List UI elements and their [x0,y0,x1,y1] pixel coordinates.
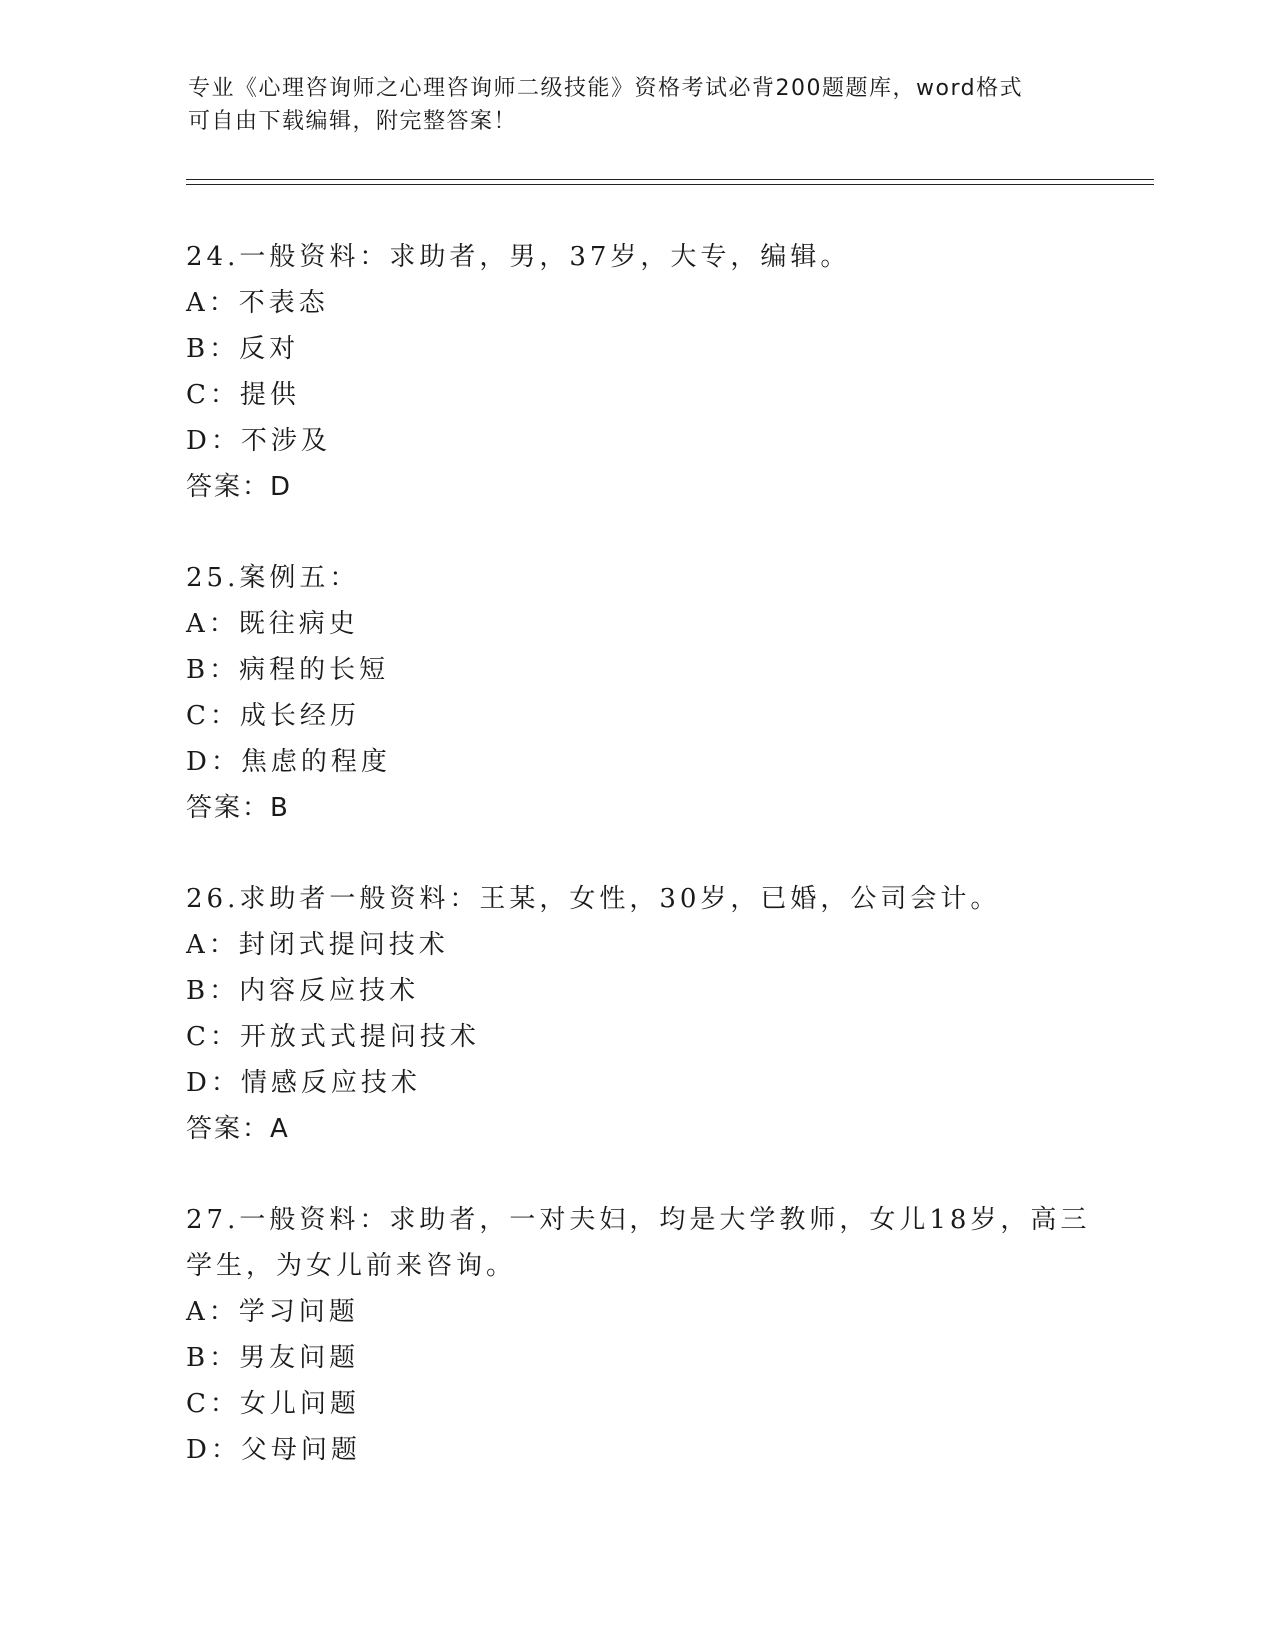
question-stem: 24.一般资料：求助者，男，37岁，大专，编辑。 [186,242,851,272]
answer-label: 答案：A [186,1114,290,1144]
question-25 [186,555,1086,831]
question-stem-line-2: 学生，为女儿前来咨询。 [186,1251,517,1281]
option-c: C：女儿问题 [186,1389,360,1419]
option-a: A：学习问题 [186,1297,359,1327]
question-26 [186,876,1086,1152]
answer-label: 答案：D [186,472,293,502]
option-d: D：父母问题 [186,1435,361,1465]
header-rule-bottom [186,184,1154,185]
option-d: D：情感反应技术 [186,1068,421,1098]
header-line-2: 可自由下载编辑，附完整答案！ [188,109,518,134]
header-line-1: 专业《心理咨询师之心理咨询师二级技能》资格考试必背200题题库，word格式 [188,76,1024,101]
option-b: B：内容反应技术 [186,976,420,1006]
document-header [188,72,1068,138]
option-d: D：焦虑的程度 [186,747,391,777]
option-a: A：不表态 [186,288,329,318]
question-24 [186,234,1086,510]
question-stem: 25.案例五： [186,563,360,593]
option-c: C：提供 [186,380,300,410]
option-c: C：成长经历 [186,701,360,731]
header-rule-top [186,179,1154,180]
option-a: A：既往病史 [186,609,359,639]
option-b: B：男友问题 [186,1343,360,1373]
option-c: C：开放式式提问技术 [186,1022,480,1052]
option-a: A：封闭式提问技术 [186,930,449,960]
question-27 [186,1197,1091,1473]
option-b: B：病程的长短 [186,655,390,685]
answer-label: 答案：B [186,793,290,823]
option-d: D：不涉及 [186,426,331,456]
question-stem-line-1: 27.一般资料：求助者，一对夫妇，均是大学教师，女儿18岁，高三 [186,1205,1091,1235]
option-b: B：反对 [186,334,300,364]
question-stem: 26.求助者一般资料：王某，女性，30岁，已婚，公司会计。 [186,884,1001,914]
